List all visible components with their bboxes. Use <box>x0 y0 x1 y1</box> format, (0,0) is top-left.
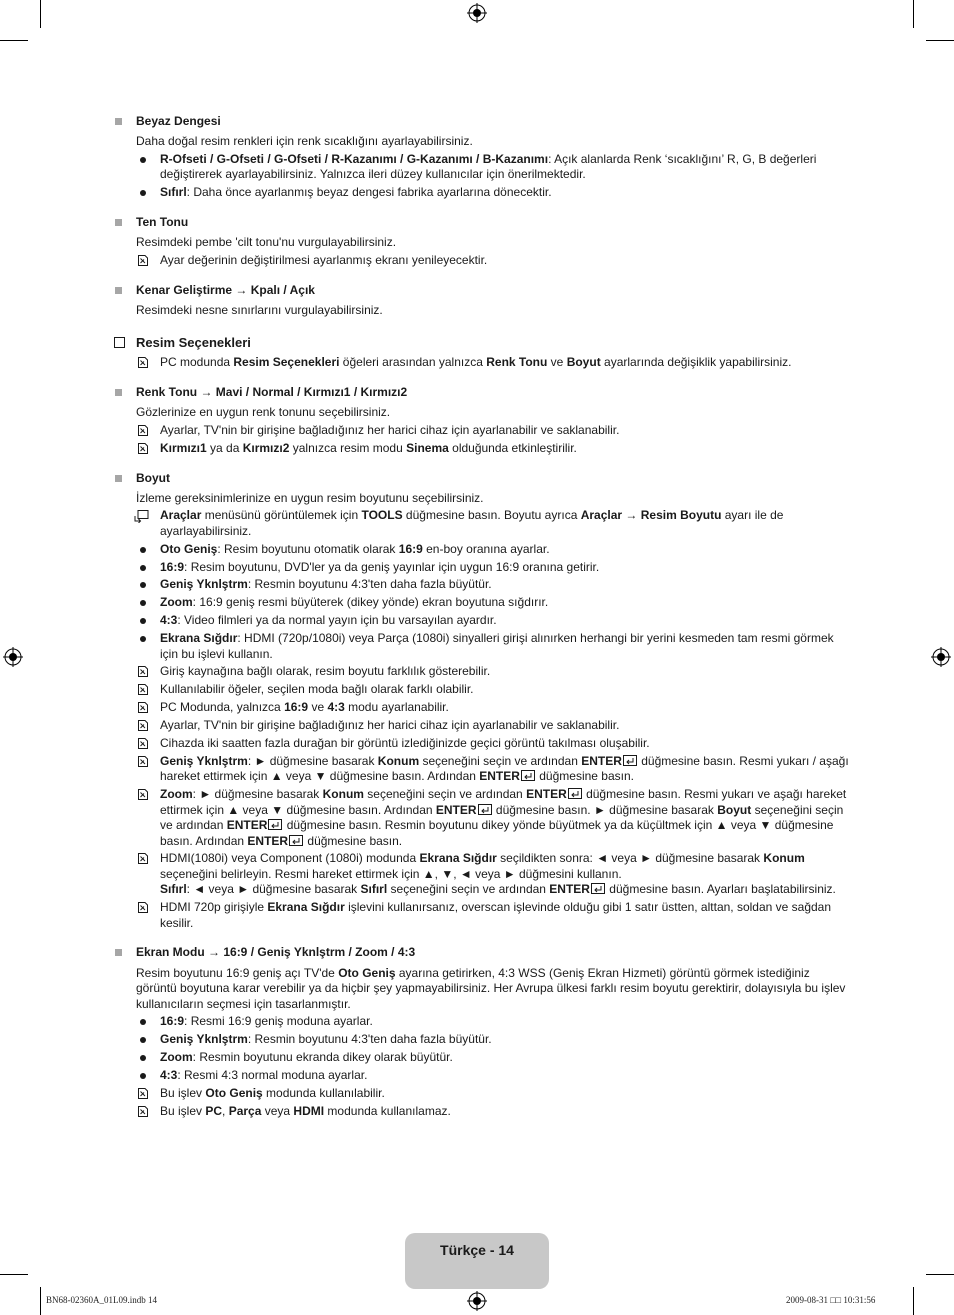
bullet-dot-icon <box>140 547 146 553</box>
note-item: Ayarlar, TV'nin bir girişine bağladığınız her harici cihaz için ayarlanabilir ve saklanabilir. <box>114 423 849 438</box>
footer-file-info: BN68-02360A_01L09.indb 14 <box>46 1295 157 1305</box>
footer-timestamp: 2009-08-31 □□ 10:31:56 <box>786 1295 876 1305</box>
paragraph: Resimdeki nesne sınırlarını vurgulayabilirsiniz. <box>136 303 383 318</box>
square-bullet-icon <box>115 475 122 482</box>
note-icon <box>136 1105 150 1119</box>
note-item: Ayar değerinin değiştirilmesi ayarlanmış ekranı yenileyecektir. <box>114 253 849 268</box>
note-icon <box>136 424 150 438</box>
bullet-item: 16:9: Resmi 16:9 geniş moduna ayarlar. <box>114 1014 849 1029</box>
enter-key-icon <box>289 835 303 846</box>
heading-text: Ekran Modu → 16:9 / Geniş Yknlştrm / Zoom / 4:3 <box>136 945 416 960</box>
heading-text: Ten Tonu <box>136 215 189 230</box>
note-icon <box>136 665 150 679</box>
note-icon <box>136 356 150 370</box>
note-icon <box>136 901 150 915</box>
note-item: Kırmızı1 ya da Kırmızı2 yalnızca resim modu Sinema olduğunda etkinleştirilir. <box>114 441 849 456</box>
enter-key-icon <box>478 804 492 815</box>
crop-mark <box>0 40 28 41</box>
paragraph: Gözlerinize en uygun renk tonunu seçebilirsiniz. <box>136 405 391 420</box>
heading-text: Boyut <box>136 470 170 485</box>
bullet-item: R-Ofseti / G-Ofseti / G-Ofseti / R-Kazanımı / G-Kazanımı / B-Kazanımı: Açık alanlarda Renk ‘sıcaklığını’ R, G, B değerleri değiştirerek ayarlayabilirsiniz. Yalnızca ileri düzey kullanıcılar için önerilmektedir. <box>114 152 849 183</box>
subsection-title: Resim Seçenekleri <box>114 335 849 350</box>
note-item: Kullanılabilir öğeler, seçilen moda bağlı olarak farklı olabilir. <box>114 682 849 697</box>
heading-text: Kenar Geliştirme → Kpalı / Açık <box>136 282 315 297</box>
section-heading <box>114 385 849 400</box>
note-icon <box>136 788 150 802</box>
section-heading <box>114 945 849 960</box>
paragraph: Daha doğal resim renkleri için renk sıcaklığını ayarlayabilirsiniz. <box>136 134 473 149</box>
heading-text: Beyaz Dengesi <box>136 114 221 128</box>
tools-note-item: Araçlar menüsünü görüntülemek için TOOLS düğmesine basın. Boyutu ayrıca Araçlar → Resim Boyutu ayarı ile de ayarlayabilirsiniz. <box>114 508 849 539</box>
square-bullet-icon <box>115 219 122 226</box>
crop-mark <box>926 1274 954 1275</box>
registration-mark-icon <box>3 647 23 667</box>
note-icon <box>136 737 150 751</box>
page-number-tab: Türkçe - 14 <box>405 1233 549 1289</box>
section-heading <box>114 215 849 230</box>
checkbox-square-icon <box>114 337 125 348</box>
bullet-item: Geniş Yknlştrm: Resmin boyutunu 4:3'ten daha fazla büyütür. <box>114 577 849 592</box>
bullet-dot-icon <box>140 157 146 163</box>
bullet-dot-icon <box>140 565 146 571</box>
registration-mark-icon <box>931 647 951 667</box>
paragraph: İzleme gereksinimlerinize en uygun resim boyutunu seçebilirsiniz. <box>136 490 484 505</box>
section-heading <box>114 471 849 486</box>
registration-mark-icon <box>467 3 487 23</box>
note-icon <box>136 701 150 715</box>
crop-mark <box>40 0 41 28</box>
bullet-item: Zoom: Resmin boyutunu ekranda dikey olarak büyütür. <box>114 1050 849 1065</box>
bullet-dot-icon <box>140 1019 146 1025</box>
note-item: Ayarlar, TV'nin bir girişine bağladığınız her harici cihaz için ayarlanabilir ve saklanabilir. <box>114 718 849 733</box>
crop-mark <box>40 1287 41 1315</box>
bullet-item: 4:3: Video filmleri ya da normal yayın için bu varsayılan ayardır. <box>114 613 849 628</box>
note-icon <box>136 683 150 697</box>
square-bullet-icon <box>115 949 122 956</box>
note-item: Giriş kaynağına bağlı olarak, resim boyutu farklılık gösterebilir. <box>114 664 849 679</box>
heading-text: Renk Tonu → Mavi / Normal / Kırmızı1 / Kırmızı2 <box>136 384 408 399</box>
bullet-item: 16:9: Resim boyutunu, DVD'ler ya da geniş yayınlar için uygun 16:9 oranına getirir. <box>114 560 849 575</box>
enter-key-icon <box>623 755 637 766</box>
enter-key-icon <box>521 770 535 781</box>
note-item: Bu işlev PC, Parça veya HDMI modunda kullanılamaz. <box>114 1104 849 1119</box>
bullet-dot-icon <box>140 636 146 642</box>
registration-mark-icon <box>467 1291 487 1311</box>
enter-key-icon <box>268 819 282 830</box>
section-heading <box>114 114 849 129</box>
note-icon <box>136 442 150 456</box>
bullet-dot-icon <box>140 582 146 588</box>
note-item: Zoom: ► düğmesine basarak Konum seçeneğini seçin ve ardından ENTER düğmesine basın. Resmi yukarı ve aşağı hareket ettirmek için ▲ veya ▼ düğmesine basın. Ardından ENTER düğmesine basın. ► düğmesine basarak Boyut seçeneğini seçin ve ardından ENTER düğmesine basın. Resmin boyutunu dikey yönde büyütmek ya da küçültmek için ▲ veya ▼ düğmesine basın. Ardından ENTER düğmesine basın. <box>114 787 849 849</box>
bullet-item: 4:3: Resmi 4:3 normal moduna ayarlar. <box>114 1068 849 1083</box>
note-item: HDMI 720p girişiyle Ekrana Sığdır işlevini kullanırsanız, overscan işlevinde olduğu gibi 1 satır üstten, alttan, soldan ve sağdan kesilir. <box>114 900 849 931</box>
square-bullet-icon <box>115 389 122 396</box>
note-item: Bu işlev Oto Geniş modunda kullanılabilir. <box>114 1086 849 1101</box>
bullet-item: Oto Geniş: Resim boyutunu otomatik olarak 16:9 en-boy oranına ayarlar. <box>114 542 849 557</box>
crop-mark <box>913 1287 914 1315</box>
paragraph: Resim boyutunu 16:9 geniş açı TV'de Oto Geniş ayarına getirirken, 4:3 WSS (Geniş Ekran Hizmeti) görüntü görmek istediğiniz görüntü boyutuna karar verebilir ya da hiçbir şey yapmayabilirsiniz. Her Avrupa ülkesi farklı resim boyutu gerektirir, dolayısıyla bu işlev kullanıcıların seçmesi için tasarlanmıştır. <box>136 965 846 1011</box>
bullet-dot-icon <box>140 600 146 606</box>
note-icon <box>136 755 150 769</box>
note-item: Geniş Yknlştrm: ► düğmesine basarak Konum seçeneğini seçin ve ardından ENTER düğmesine basın. Resmi yukarı / aşağı hareket ettirmek için ▲ veya ▼ düğmesine basın. Ardından ENTER düğmesine basın. <box>114 754 849 785</box>
bullet-item: Zoom: 16:9 geniş resmi büyüterek (dikey yönde) ekran boyutuna sığdırır. <box>114 595 849 610</box>
note-icon <box>136 852 150 866</box>
enter-key-icon <box>568 788 582 799</box>
note-item: Cihazda iki saatten fazla durağan bir görüntü izlediğinizde geçici görüntü takılması oluşabilir. <box>114 736 849 751</box>
bullet-item: Ekrana Sığdır: HDMI (720p/1080i) veya Parça (1080i) sinyalleri girişi alınırken herhangi bir yerini kesmeden tam resmi görmek için bu işlevi kullanın. <box>114 631 849 662</box>
bullet-dot-icon <box>140 1037 146 1043</box>
crop-mark <box>926 40 954 41</box>
bullet-dot-icon <box>140 618 146 624</box>
bullet-dot-icon <box>140 1055 146 1061</box>
square-bullet-icon <box>115 287 122 294</box>
note-icon <box>136 719 150 733</box>
note-icon <box>136 1087 150 1101</box>
enter-key-icon <box>591 883 605 894</box>
manual-content <box>114 108 849 1122</box>
note-icon <box>136 254 150 268</box>
note-item: HDMI(1080i) veya Component (1080i) modunda Ekrana Sığdır seçildikten sonra: ◄ veya ► düğmesine basarak Konum seçeneğini belirleyin. Resmi hareket ettirmek için ▲, ▼, ◄ veya ► düğmesini kullanın. Sıfırl: ◄ veya ► düğmesine basarak Sıfırl seçeneğini seçin ve ardından ENTER düğmesine basın. Ayarları başlatabilirsiniz. <box>114 851 849 897</box>
paragraph: Resimdeki pembe 'cilt tonu'nu vurgulayabilirsiniz. <box>136 235 397 250</box>
tools-icon <box>134 509 150 523</box>
square-bullet-icon <box>115 118 122 125</box>
crop-mark <box>913 0 914 28</box>
note-item: PC Modunda, yalnızca 16:9 ve 4:3 modu ayarlanabilir. <box>114 700 849 715</box>
note-item: PC modunda Resim Seçenekleri öğeleri arasından yalnızca Renk Tonu ve Boyut ayarlarında değişiklik yapabilirsiniz. <box>114 355 849 370</box>
section-heading <box>114 283 849 298</box>
bullet-item: Sıfırl: Daha önce ayarlanmış beyaz dengesi fabrika ayarlarına dönecektir. <box>114 185 849 200</box>
bullet-dot-icon <box>140 190 146 196</box>
bullet-dot-icon <box>140 1073 146 1079</box>
crop-mark <box>0 1274 28 1275</box>
bullet-item: Geniş Yknlştrm: Resmin boyutunu 4:3'ten daha fazla büyütür. <box>114 1032 849 1047</box>
